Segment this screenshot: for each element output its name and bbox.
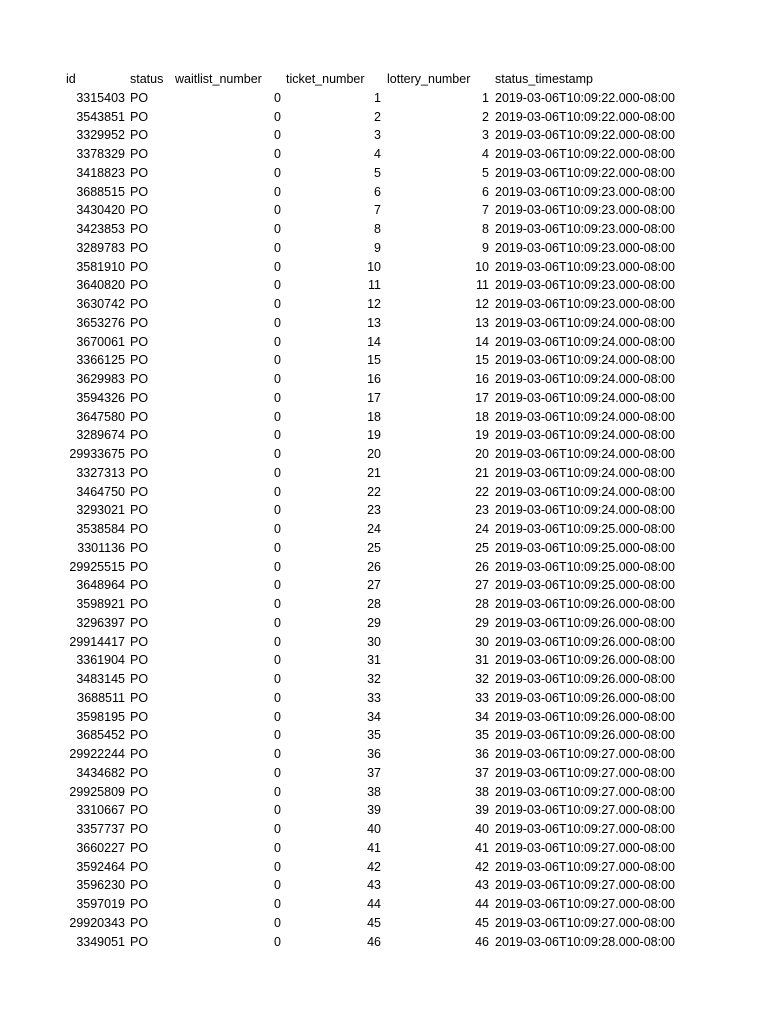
cell-id: 3293021 <box>76 503 125 518</box>
cell-id: 3378329 <box>76 147 125 161</box>
cell-status: PO <box>130 653 149 668</box>
cell-ticket-number: 4 <box>374 147 381 161</box>
cell-lottery-number: 28 <box>475 597 489 611</box>
cell-status-timestamp: 2019-03-06T10:09:25.000-08:00 <box>495 522 676 536</box>
cell-lottery-number: 31 <box>475 653 489 668</box>
cell-status-timestamp: 2019-03-06T10:09:25.000-08:00 <box>495 578 676 593</box>
cell-id: 3598921 <box>76 597 125 611</box>
cell-waitlist-number: 0 <box>274 747 281 761</box>
cell-status: PO <box>130 409 149 424</box>
cell-ticket-number: 18 <box>367 409 381 424</box>
cell-ticket-number: 27 <box>367 578 381 593</box>
cell-id: 3640820 <box>76 278 125 293</box>
cell-status-timestamp: 2019-03-06T10:09:25.000-08:00 <box>495 540 676 555</box>
cell-status-timestamp: 2019-03-06T10:09:23.000-08:00 <box>495 259 676 274</box>
cell-lottery-number: 13 <box>475 315 489 330</box>
cell-ticket-number: 19 <box>367 428 381 443</box>
cell-id: 3483145 <box>76 672 125 686</box>
cell-waitlist-number: 0 <box>274 353 281 368</box>
cell-status-timestamp: 2019-03-06T10:09:24.000-08:00 <box>495 372 676 386</box>
cell-id: 3598195 <box>76 709 125 724</box>
cell-waitlist-number: 0 <box>274 728 281 743</box>
cell-status-timestamp: 2019-03-06T10:09:27.000-08:00 <box>495 840 676 855</box>
cell-lottery-number: 44 <box>475 897 489 911</box>
cell-waitlist-number: 0 <box>274 90 281 105</box>
cell-ticket-number: 31 <box>367 653 381 668</box>
cell-id: 29914417 <box>69 634 125 649</box>
cell-status-timestamp: 2019-03-06T10:09:24.000-08:00 <box>495 503 676 518</box>
cell-ticket-number: 46 <box>367 934 381 949</box>
cell-ticket-number: 9 <box>374 240 381 255</box>
cell-lottery-number: 9 <box>482 240 489 255</box>
cell-status-timestamp: 2019-03-06T10:09:22.000-08:00 <box>495 128 676 143</box>
cell-id: 3597019 <box>76 897 125 911</box>
cell-lottery-number: 36 <box>475 747 489 761</box>
cell-id: 3543851 <box>76 109 125 124</box>
cell-lottery-number: 24 <box>475 522 489 536</box>
cell-status-timestamp: 2019-03-06T10:09:24.000-08:00 <box>495 447 676 461</box>
cell-ticket-number: 1 <box>374 90 381 105</box>
cell-id: 3670061 <box>76 334 125 349</box>
cell-id: 3648964 <box>76 578 125 593</box>
cell-lottery-number: 37 <box>475 765 489 780</box>
cell-waitlist-number: 0 <box>274 934 281 949</box>
cell-id: 3464750 <box>76 484 125 499</box>
cell-status-timestamp: 2019-03-06T10:09:24.000-08:00 <box>495 465 676 480</box>
cell-status: PO <box>130 915 149 930</box>
cell-status: PO <box>130 822 149 836</box>
cell-id: 3289674 <box>76 428 125 443</box>
cell-id: 3688515 <box>76 184 125 199</box>
cell-status-timestamp: 2019-03-06T10:09:27.000-08:00 <box>495 859 676 874</box>
cell-id: 3349051 <box>76 934 125 949</box>
cell-ticket-number: 5 <box>374 165 381 180</box>
cell-status: PO <box>130 747 149 761</box>
cell-id: 3329952 <box>76 128 125 143</box>
cell-lottery-number: 23 <box>475 503 489 518</box>
cell-status: PO <box>130 784 149 799</box>
cell-ticket-number: 25 <box>367 540 381 555</box>
cell-status-timestamp: 2019-03-06T10:09:27.000-08:00 <box>495 765 676 780</box>
cell-waitlist-number: 0 <box>274 915 281 930</box>
cell-status-timestamp: 2019-03-06T10:09:22.000-08:00 <box>495 109 676 124</box>
cell-waitlist-number: 0 <box>274 147 281 161</box>
cell-lottery-number: 33 <box>475 690 489 705</box>
cell-status-timestamp: 2019-03-06T10:09:26.000-08:00 <box>495 653 676 668</box>
cell-waitlist-number: 0 <box>274 503 281 518</box>
cell-lottery-number: 2 <box>482 109 489 124</box>
cell-id: 3366125 <box>76 353 125 368</box>
cell-status-timestamp: 2019-03-06T10:09:23.000-08:00 <box>495 240 676 255</box>
cell-ticket-number: 29 <box>367 615 381 630</box>
cell-status: PO <box>130 315 149 330</box>
cell-lottery-number: 38 <box>475 784 489 799</box>
cell-id: 3315403 <box>76 90 125 105</box>
cell-waitlist-number: 0 <box>274 597 281 611</box>
cell-ticket-number: 43 <box>367 878 381 893</box>
cell-status: PO <box>130 128 149 143</box>
cell-ticket-number: 40 <box>367 822 381 836</box>
cell-waitlist-number: 0 <box>274 372 281 386</box>
cell-waitlist-number: 0 <box>274 822 281 836</box>
cell-lottery-number: 43 <box>475 878 489 893</box>
cell-ticket-number: 2 <box>374 109 381 124</box>
cell-waitlist-number: 0 <box>274 334 281 349</box>
cell-id: 3647580 <box>76 409 125 424</box>
cell-status: PO <box>130 803 149 818</box>
cell-status: PO <box>130 278 149 293</box>
cell-status: PO <box>130 334 149 349</box>
cell-status-timestamp: 2019-03-06T10:09:22.000-08:00 <box>495 90 676 105</box>
cell-status-timestamp: 2019-03-06T10:09:26.000-08:00 <box>495 597 676 611</box>
cell-status: PO <box>130 559 149 574</box>
cell-id: 3629983 <box>76 372 125 386</box>
cell-status-timestamp: 2019-03-06T10:09:24.000-08:00 <box>495 409 676 424</box>
cell-id: 3418823 <box>76 165 125 180</box>
cell-status-timestamp: 2019-03-06T10:09:27.000-08:00 <box>495 897 676 911</box>
cell-waitlist-number: 0 <box>274 803 281 818</box>
cell-status-timestamp: 2019-03-06T10:09:23.000-08:00 <box>495 278 676 293</box>
cell-status: PO <box>130 859 149 874</box>
cell-id: 29925809 <box>69 784 125 799</box>
cell-lottery-number: 6 <box>482 184 489 199</box>
cell-status: PO <box>130 634 149 649</box>
cell-ticket-number: 6 <box>374 184 381 199</box>
cell-status-timestamp: 2019-03-06T10:09:23.000-08:00 <box>495 184 676 199</box>
cell-status-timestamp: 2019-03-06T10:09:24.000-08:00 <box>495 315 676 330</box>
cell-id: 29933675 <box>69 447 125 461</box>
cell-waitlist-number: 0 <box>274 428 281 443</box>
cell-waitlist-number: 0 <box>274 315 281 330</box>
cell-status: PO <box>130 222 149 236</box>
cell-waitlist-number: 0 <box>274 484 281 499</box>
cell-status: PO <box>130 259 149 274</box>
cell-status-timestamp: 2019-03-06T10:09:26.000-08:00 <box>495 728 676 743</box>
cell-waitlist-number: 0 <box>274 278 281 293</box>
cell-waitlist-number: 0 <box>274 709 281 724</box>
cell-lottery-number: 3 <box>482 128 489 143</box>
cell-status-timestamp: 2019-03-06T10:09:22.000-08:00 <box>495 147 676 161</box>
cell-status: PO <box>130 934 149 949</box>
cell-waitlist-number: 0 <box>274 409 281 424</box>
cell-ticket-number: 8 <box>374 222 381 236</box>
cell-id: 3688511 <box>77 690 125 705</box>
cell-lottery-number: 16 <box>475 372 489 386</box>
cell-ticket-number: 38 <box>367 784 381 799</box>
cell-id: 3327313 <box>76 465 125 480</box>
cell-ticket-number: 12 <box>367 297 381 311</box>
cell-waitlist-number: 0 <box>274 690 281 705</box>
cell-waitlist-number: 0 <box>274 634 281 649</box>
cell-waitlist-number: 0 <box>274 203 281 218</box>
cell-status: PO <box>130 615 149 630</box>
cell-id: 3301136 <box>77 540 125 555</box>
cell-ticket-number: 32 <box>367 672 381 686</box>
cell-id: 3630742 <box>76 297 125 311</box>
cell-id: 29925515 <box>69 559 125 574</box>
cell-ticket-number: 30 <box>367 634 381 649</box>
cell-status-timestamp: 2019-03-06T10:09:24.000-08:00 <box>495 390 676 405</box>
cell-waitlist-number: 0 <box>274 672 281 686</box>
cell-id: 3581910 <box>76 259 125 274</box>
cell-status: PO <box>130 90 149 105</box>
cell-id: 3653276 <box>76 315 125 330</box>
cell-lottery-number: 19 <box>475 428 489 443</box>
cell-lottery-number: 5 <box>482 165 489 180</box>
cell-id: 3430420 <box>76 203 125 218</box>
cell-status: PO <box>130 897 149 911</box>
cell-lottery-number: 32 <box>475 672 489 686</box>
cell-status-timestamp: 2019-03-06T10:09:26.000-08:00 <box>495 672 676 686</box>
column-header-waitlist-number: waitlist_number <box>175 72 262 86</box>
cell-status: PO <box>130 390 149 405</box>
cell-lottery-number: 46 <box>475 934 489 949</box>
cell-id: 29922244 <box>69 747 125 761</box>
cell-status-timestamp: 2019-03-06T10:09:27.000-08:00 <box>495 747 676 761</box>
cell-id: 3423853 <box>76 222 125 236</box>
cell-lottery-number: 1 <box>482 90 489 105</box>
cell-status-timestamp: 2019-03-06T10:09:26.000-08:00 <box>495 690 676 705</box>
cell-lottery-number: 20 <box>475 447 489 461</box>
cell-lottery-number: 42 <box>475 859 489 874</box>
cell-lottery-number: 14 <box>475 334 489 349</box>
cell-status-timestamp: 2019-03-06T10:09:23.000-08:00 <box>495 297 676 311</box>
cell-status: PO <box>130 522 149 536</box>
cell-ticket-number: 45 <box>367 915 381 930</box>
cell-lottery-number: 30 <box>475 634 489 649</box>
cell-status: PO <box>130 578 149 593</box>
cell-status: PO <box>130 240 149 255</box>
cell-ticket-number: 24 <box>367 522 381 536</box>
cell-status-timestamp: 2019-03-06T10:09:27.000-08:00 <box>495 915 676 930</box>
cell-ticket-number: 28 <box>367 597 381 611</box>
cell-ticket-number: 22 <box>367 484 381 499</box>
cell-waitlist-number: 0 <box>274 222 281 236</box>
cell-id: 3596230 <box>76 878 125 893</box>
cell-status-timestamp: 2019-03-06T10:09:28.000-08:00 <box>495 934 676 949</box>
cell-status: PO <box>130 484 149 499</box>
cell-status-timestamp: 2019-03-06T10:09:25.000-08:00 <box>495 559 676 574</box>
cell-ticket-number: 42 <box>367 859 381 874</box>
cell-status-timestamp: 2019-03-06T10:09:27.000-08:00 <box>495 803 676 818</box>
cell-status-timestamp: 2019-03-06T10:09:26.000-08:00 <box>495 634 676 649</box>
cell-status-timestamp: 2019-03-06T10:09:27.000-08:00 <box>495 822 676 836</box>
cell-status: PO <box>130 203 149 218</box>
cell-ticket-number: 15 <box>367 353 381 368</box>
cell-status: PO <box>130 690 149 705</box>
cell-waitlist-number: 0 <box>274 447 281 461</box>
cell-lottery-number: 34 <box>475 709 489 724</box>
cell-lottery-number: 10 <box>475 259 489 274</box>
cell-status: PO <box>130 184 149 199</box>
cell-ticket-number: 14 <box>367 334 381 349</box>
cell-ticket-number: 33 <box>367 690 381 705</box>
cell-waitlist-number: 0 <box>274 653 281 668</box>
cell-waitlist-number: 0 <box>274 840 281 855</box>
cell-status-timestamp: 2019-03-06T10:09:26.000-08:00 <box>495 615 676 630</box>
cell-status: PO <box>130 297 149 311</box>
cell-status-timestamp: 2019-03-06T10:09:26.000-08:00 <box>495 709 676 724</box>
cell-id: 3289783 <box>76 240 125 255</box>
cell-id: 3357737 <box>76 822 125 836</box>
cell-status: PO <box>130 465 149 480</box>
cell-ticket-number: 35 <box>367 728 381 743</box>
cell-ticket-number: 21 <box>367 465 381 480</box>
cell-status-timestamp: 2019-03-06T10:09:24.000-08:00 <box>495 334 676 349</box>
cell-status: PO <box>130 840 149 855</box>
cell-ticket-number: 3 <box>374 128 381 143</box>
cell-lottery-number: 35 <box>475 728 489 743</box>
column-header-lottery-number: lottery_number <box>387 72 471 86</box>
cell-id: 3296397 <box>76 615 125 630</box>
cell-lottery-number: 25 <box>475 540 489 555</box>
cell-status: PO <box>130 109 149 124</box>
cell-lottery-number: 12 <box>475 297 489 311</box>
cell-status-timestamp: 2019-03-06T10:09:23.000-08:00 <box>495 222 676 236</box>
cell-status: PO <box>130 147 149 161</box>
cell-id: 29920343 <box>69 915 125 930</box>
cell-waitlist-number: 0 <box>274 522 281 536</box>
cell-status: PO <box>130 728 149 743</box>
cell-status-timestamp: 2019-03-06T10:09:24.000-08:00 <box>495 484 676 499</box>
cell-lottery-number: 45 <box>475 915 489 930</box>
cell-waitlist-number: 0 <box>274 578 281 593</box>
cell-waitlist-number: 0 <box>274 784 281 799</box>
cell-ticket-number: 11 <box>368 278 381 293</box>
cell-status: PO <box>130 372 149 386</box>
cell-status: PO <box>130 540 149 555</box>
cell-lottery-number: 21 <box>475 465 489 480</box>
cell-ticket-number: 39 <box>367 803 381 818</box>
cell-status: PO <box>130 597 149 611</box>
cell-waitlist-number: 0 <box>274 297 281 311</box>
cell-ticket-number: 37 <box>367 765 381 780</box>
column-header-status-timestamp: status_timestamp <box>495 72 593 86</box>
cell-lottery-number: 22 <box>475 484 489 499</box>
cell-ticket-number: 23 <box>367 503 381 518</box>
cell-waitlist-number: 0 <box>274 465 281 480</box>
cell-ticket-number: 20 <box>367 447 381 461</box>
cell-status-timestamp: 2019-03-06T10:09:24.000-08:00 <box>495 353 676 368</box>
cell-status: PO <box>130 447 149 461</box>
cell-lottery-number: 41 <box>475 840 489 855</box>
cell-id: 3538584 <box>76 522 125 536</box>
cell-status-timestamp: 2019-03-06T10:09:24.000-08:00 <box>495 428 676 443</box>
cell-ticket-number: 10 <box>367 259 381 274</box>
cell-waitlist-number: 0 <box>274 897 281 911</box>
cell-waitlist-number: 0 <box>274 128 281 143</box>
cell-status: PO <box>130 165 149 180</box>
cell-waitlist-number: 0 <box>274 859 281 874</box>
cell-waitlist-number: 0 <box>274 259 281 274</box>
cell-lottery-number: 27 <box>475 578 489 593</box>
cell-status: PO <box>130 878 149 893</box>
cell-id: 3361904 <box>76 653 125 668</box>
cell-lottery-number: 11 <box>476 278 489 293</box>
cell-lottery-number: 18 <box>475 409 489 424</box>
cell-waitlist-number: 0 <box>274 615 281 630</box>
cell-lottery-number: 29 <box>475 615 489 630</box>
cell-ticket-number: 34 <box>367 709 381 724</box>
cell-status-timestamp: 2019-03-06T10:09:22.000-08:00 <box>495 165 676 180</box>
cell-status: PO <box>130 709 149 724</box>
cell-waitlist-number: 0 <box>274 184 281 199</box>
cell-id: 3310667 <box>76 803 125 818</box>
cell-waitlist-number: 0 <box>274 165 281 180</box>
column-header-status: status <box>130 72 164 86</box>
cell-waitlist-number: 0 <box>274 559 281 574</box>
cell-waitlist-number: 0 <box>274 540 281 555</box>
cell-ticket-number: 17 <box>367 390 381 405</box>
cell-status-timestamp: 2019-03-06T10:09:27.000-08:00 <box>495 878 676 893</box>
cell-lottery-number: 15 <box>475 353 489 368</box>
cell-id: 3660227 <box>76 840 125 855</box>
cell-status: PO <box>130 428 149 443</box>
cell-status-timestamp: 2019-03-06T10:09:23.000-08:00 <box>495 203 676 218</box>
cell-ticket-number: 16 <box>367 372 381 386</box>
cell-status: PO <box>130 765 149 780</box>
cell-ticket-number: 7 <box>374 203 381 218</box>
column-header-ticket-number: ticket_number <box>286 72 365 86</box>
cell-id: 3434682 <box>76 765 125 780</box>
cell-ticket-number: 13 <box>367 315 381 330</box>
cell-lottery-number: 17 <box>475 390 489 405</box>
cell-status-timestamp: 2019-03-06T10:09:27.000-08:00 <box>495 784 676 799</box>
cell-waitlist-number: 0 <box>274 109 281 124</box>
cell-waitlist-number: 0 <box>274 390 281 405</box>
column-header-id: id <box>66 72 76 86</box>
cell-status: PO <box>130 503 149 518</box>
cell-ticket-number: 26 <box>367 559 381 574</box>
cell-lottery-number: 26 <box>475 559 489 574</box>
cell-lottery-number: 40 <box>475 822 489 836</box>
cell-lottery-number: 39 <box>475 803 489 818</box>
cell-waitlist-number: 0 <box>274 240 281 255</box>
cell-status: PO <box>130 353 149 368</box>
cell-ticket-number: 44 <box>367 897 381 911</box>
cell-ticket-number: 36 <box>367 747 381 761</box>
cell-lottery-number: 8 <box>482 222 489 236</box>
cell-waitlist-number: 0 <box>274 765 281 780</box>
cell-id: 3685452 <box>76 728 125 743</box>
cell-ticket-number: 41 <box>367 840 381 855</box>
cell-id: 3592464 <box>76 859 125 874</box>
cell-id: 3594326 <box>76 390 125 405</box>
cell-lottery-number: 4 <box>482 147 489 161</box>
cell-lottery-number: 7 <box>482 203 489 218</box>
cell-status: PO <box>130 672 149 686</box>
cell-waitlist-number: 0 <box>274 878 281 893</box>
